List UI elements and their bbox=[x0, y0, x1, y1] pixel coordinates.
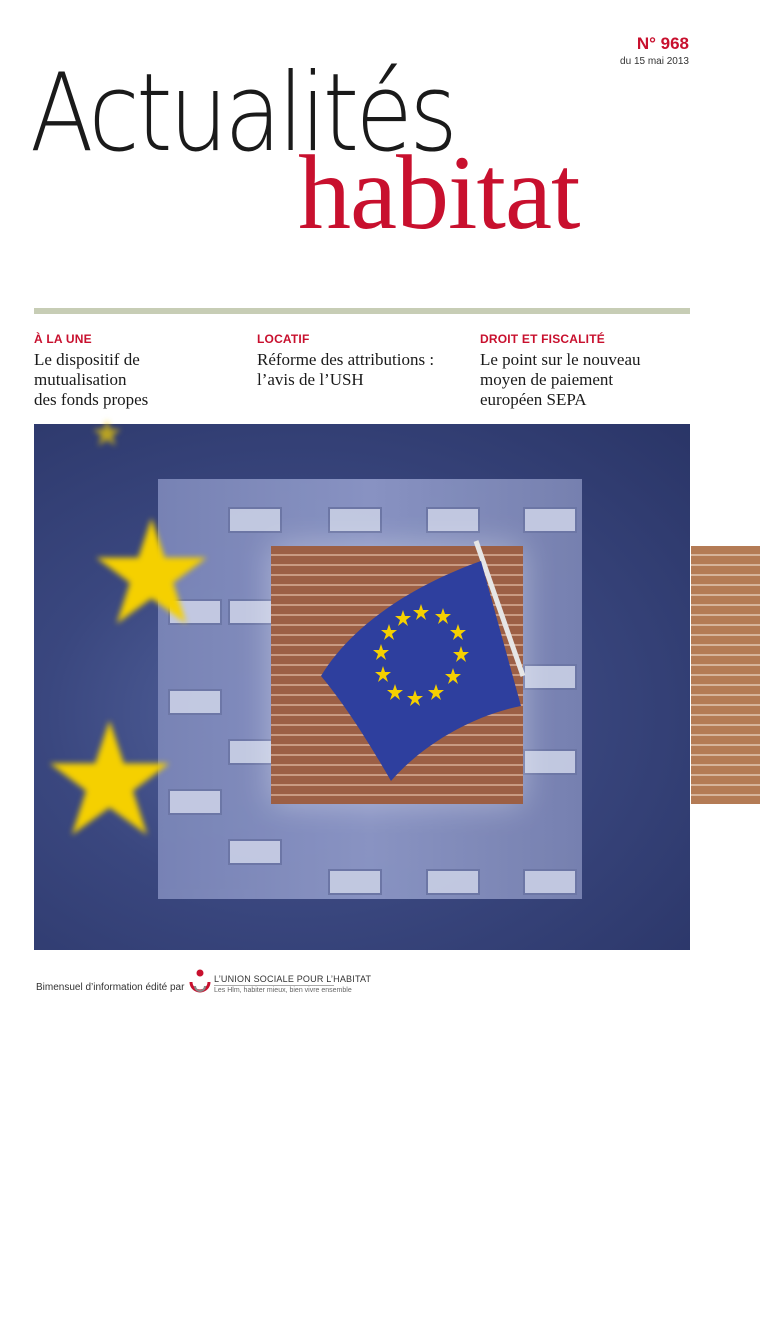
column-droit-fiscalite[interactable] bbox=[480, 332, 690, 410]
column-locatif[interactable] bbox=[257, 332, 467, 390]
issue-number: N° 968 bbox=[636, 34, 689, 53]
issue-info bbox=[620, 34, 689, 67]
masthead-title-line2: habitat bbox=[298, 134, 580, 251]
column-category: LOCATIF bbox=[257, 332, 310, 346]
window bbox=[426, 869, 480, 895]
org-name: L’UNION SOCIALE POUR L’HABITAT bbox=[214, 974, 372, 984]
header-divider bbox=[34, 308, 690, 314]
dossier-block[interactable] bbox=[500, 1282, 656, 1344]
window bbox=[523, 869, 577, 895]
masthead-title-line1: Actualités bbox=[30, 51, 455, 176]
star-icon bbox=[92, 418, 122, 448]
brick-wall-side bbox=[691, 546, 760, 804]
window bbox=[228, 839, 282, 865]
star-icon bbox=[89, 512, 214, 632]
window bbox=[168, 689, 222, 715]
footer-published-by: Bimensuel d’information édité par bbox=[36, 982, 185, 993]
column-headline: Le point sur le nouveau moyen de paiement européen SEPA bbox=[480, 350, 641, 409]
issue-date: du 15 mai 2013 bbox=[620, 56, 689, 67]
column-category: À LA UNE bbox=[34, 332, 92, 346]
dossier-headline: L’Europe investit dans le logement social bbox=[500, 1305, 656, 1342]
column-a-la-une[interactable] bbox=[34, 332, 244, 410]
window bbox=[328, 869, 382, 895]
column-category: DROIT ET FISCALITÉ bbox=[480, 332, 605, 346]
org-divider bbox=[214, 985, 334, 986]
column-headline: Réforme des attributions : l’avis de l’USH bbox=[257, 350, 435, 389]
org-tagline: Les Hlm, habiter mieux, bien vivre ensemble bbox=[214, 987, 352, 994]
window bbox=[523, 507, 577, 533]
window bbox=[426, 507, 480, 533]
window bbox=[228, 507, 282, 533]
eu-flag-icon bbox=[311, 556, 521, 786]
window bbox=[523, 749, 577, 775]
star-icon bbox=[42, 714, 177, 844]
dossier-label: LE DOSSIER bbox=[553, 1282, 656, 1301]
window bbox=[523, 664, 577, 690]
ush-logo-icon bbox=[188, 968, 212, 998]
column-headline: Le dispositif de mutualisation des fonds propes bbox=[34, 350, 149, 409]
brick-wall bbox=[271, 546, 523, 804]
window bbox=[328, 507, 382, 533]
